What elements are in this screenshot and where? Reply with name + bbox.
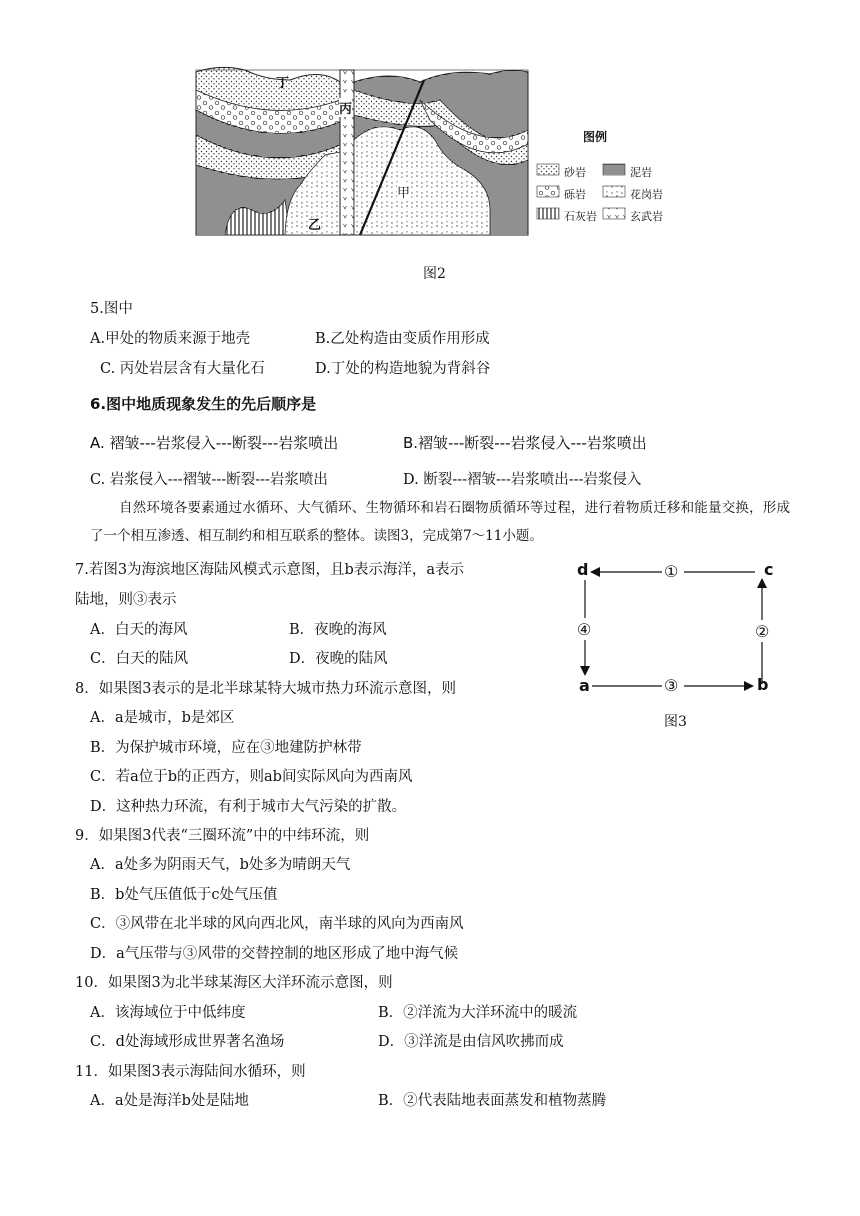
q5-option-c: C. 丙处岩层含有大量化石 [100,361,265,377]
q10-option-a: A．该海域位于中低纬度 [90,1005,246,1021]
q11-stem: 11．如果图3表示海陆间水循环，则 [75,1064,306,1080]
label-bing: 丙 [339,98,352,117]
q7-option-d: D．夜晚的陆风 [289,651,388,667]
label-ding: 丁 [276,76,290,91]
q11-option-b: B．②代表陆地表面蒸发和植物蒸腾 [378,1093,607,1109]
legend-mudstone: 泥岩 [630,166,652,179]
q5-option-a: A.甲处的物质来源于地壳 [90,331,251,347]
fig3-edge-1: ① [664,562,679,581]
q9-option-b: B．b处气压值低于c处气压值 [90,887,278,903]
q8-option-b: B．为保护城市环境，应在③地建防护林带 [90,740,362,756]
q10-option-c: C．d处海域形成世界著名渔场 [90,1034,285,1050]
q8-option-a: A．a是城市，b是郊区 [90,710,235,726]
q7-option-c: C．白天的陆风 [90,651,189,667]
figure-2-caption: 图2 [423,266,446,282]
fig3-edge-3: ③ [664,676,679,695]
q7-stem-line1: 7.若图3为海滨地区海陆风模式示意图，且b表示海洋，a表示 [75,562,464,578]
fig3-corner-c: c [764,560,774,579]
fig3-edge-4: ④ [577,620,592,639]
fig3-edge-2: ② [755,622,770,641]
q5-option-d: D.丁处的构造地貌为背斜谷 [315,361,491,377]
q6-stem: 6.图中地质现象发生的先后顺序是 [90,395,317,413]
legend-granite: 花岗岩 [630,188,663,201]
q6-option-c: C. 岩浆侵入---褶皱---断裂---岩浆喷出 [90,472,328,488]
q7-stem-line2: 陆地，则③表示 [75,592,177,608]
intro-paragraph: 自然环境各要素通过水循环、大气循环、生物循环和岩石圈物质循环等过程，进行着物质迁移和能量交换，形成了一个相互渗透、相互制约和相互联系的整体。读图3，完成第7～11小题。 [90,500,790,544]
q8-stem: 8．如果图3表示的是北半球某特大城市热力环流示意图，则 [75,681,456,697]
q9-option-c: C．③风带在北半球的风向西北风，南半球的风向为西南风 [90,916,464,932]
label-yi: 乙 [308,218,322,233]
q10-option-d: D．③洋流是由信风吹拂而成 [378,1034,564,1050]
q11-option-a: A．a处是海洋b处是陆地 [90,1093,249,1109]
q9-stem: 9．如果图3代表“三圈环流”中的中纬环流，则 [75,828,370,844]
fig3-corner-b: b [757,675,769,694]
q10-stem: 10．如果图3为北半球某海区大洋环流示意图，则 [75,975,393,991]
q7-option-b: B．夜晚的海风 [289,622,387,638]
q5-stem: 5.图中 [90,301,133,317]
q9-option-d: D．a气压带与③风带的交替控制的地区形成了地中海气候 [90,946,459,962]
q10-option-b: B．②洋流为大洋环流中的暖流 [378,1005,578,1021]
q5-option-b: B.乙处构造由变质作用形成 [315,331,490,347]
legend-conglomerate: 砾岩 [564,188,586,201]
legend-sandstone: 砂岩 [564,166,586,179]
legend-title: 图例 [583,130,608,144]
legend-limestone: 石灰岩 [564,210,597,223]
q8-option-d: D．这种热力环流，有利于城市大气污染的扩散。 [90,799,407,815]
q7-option-a: A．白天的海风 [90,622,188,638]
fig3-corner-d: d [577,560,589,579]
q6-option-a: A. 褶皱---岩浆侵入---断裂---岩浆喷出 [90,434,339,452]
label-jia: 甲 [397,182,410,201]
geologic-section-figure [190,60,680,240]
legend-basalt: 玄武岩 [630,210,663,223]
q6-option-b: B.褶皱---断裂---岩浆侵入---岩浆喷出 [403,434,647,452]
q6-option-d: D. 断裂---褶皱---岩浆喷出---岩浆侵入 [403,472,642,488]
fig3-corner-a: a [579,676,590,695]
q9-option-a: A．a处多为阴雨天气，b处多为晴朗天气 [90,857,351,873]
figure-3-caption: 图3 [664,714,687,730]
q8-option-c: C．若a位于b的正西方，则ab间实际风向为西南风 [90,769,413,785]
